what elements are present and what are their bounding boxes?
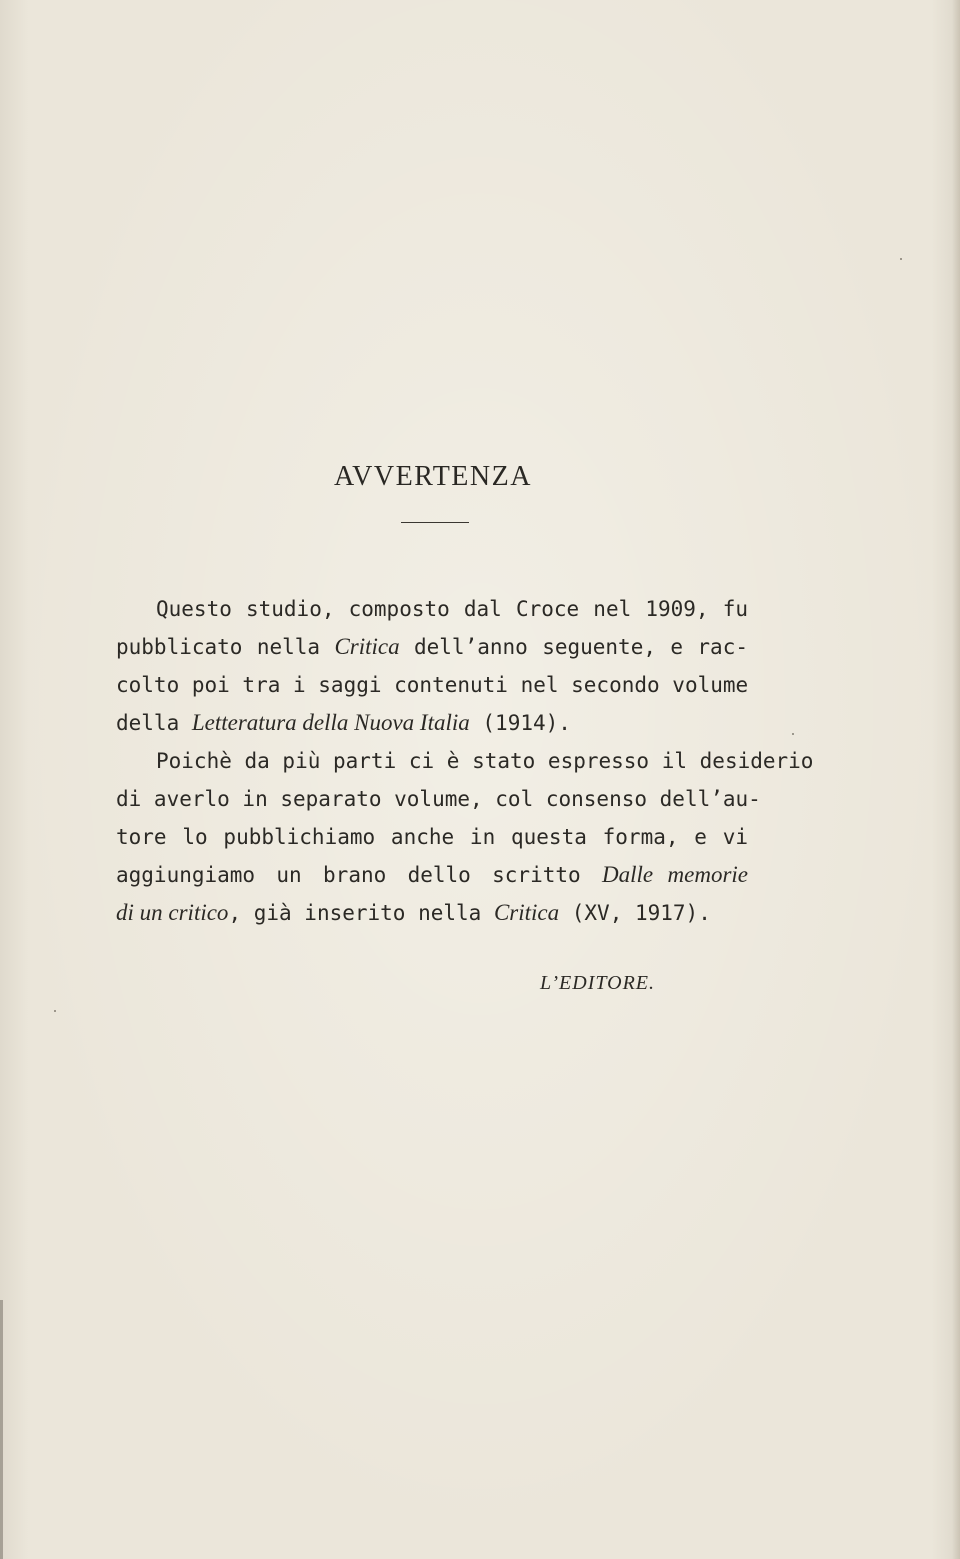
page-edge-shadow <box>952 0 960 1559</box>
text-line: Questo studio, composto dal Croce nel 1909, fu <box>156 597 748 621</box>
text-line: pubblicato nella Critica dell’anno seguente, e rac- <box>116 634 748 659</box>
italic-title: Letteratura della Nuova Italia <box>191 710 470 735</box>
text-line: di un critico, già inserito nella Critica (XV, 1917). <box>116 900 711 925</box>
text-line: Poichè da più parti ci è stato espresso il desiderio <box>156 749 814 773</box>
body-text <box>116 590 814 932</box>
italic-title: Dalle memorie <box>601 862 749 887</box>
title-divider <box>401 522 469 523</box>
text-line: aggiungiamo un brano dello scritto Dalle memorie <box>116 862 749 887</box>
italic-title: Critica <box>493 900 560 925</box>
paper-speck <box>792 733 794 735</box>
paper-speck <box>900 258 902 260</box>
page-edge-binding <box>0 1300 3 1559</box>
text-line: tore lo pubblichiamo anche in questa forma, e vi <box>116 825 748 849</box>
paragraph-1 <box>116 590 748 742</box>
page-title: AVVERTENZA <box>334 461 532 492</box>
text-line: colto poi tra i saggi contenuti nel secondo volume <box>116 673 749 697</box>
italic-title: Critica <box>334 634 400 659</box>
paragraph-2 <box>116 742 814 932</box>
text-line: della Letteratura della Nuova Italia (1914). <box>116 710 571 735</box>
italic-title: di un critico <box>116 900 229 925</box>
paper-speck <box>54 1010 56 1012</box>
publisher-signature: L’EDITORE. <box>540 972 655 994</box>
text-line: di averlo in separato volume, col consenso dell’au- <box>116 787 761 811</box>
